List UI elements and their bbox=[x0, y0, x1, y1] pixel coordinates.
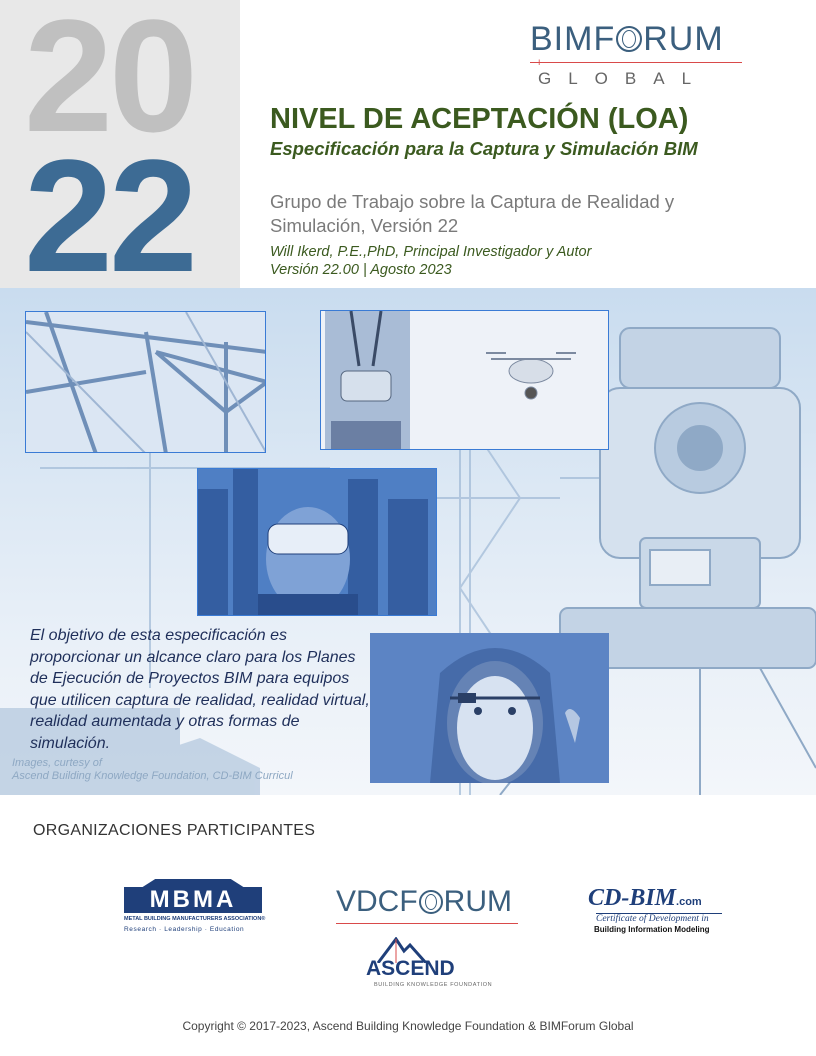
vdcforum-divider bbox=[336, 923, 518, 924]
bimforum-tagline: GLOBAL bbox=[538, 69, 709, 88]
mbma-wordmark: MBMA bbox=[124, 887, 262, 913]
vdcforum-wordmark bbox=[336, 885, 521, 919]
logo-divider bbox=[530, 62, 742, 63]
author-line: Will Ikerd, P.E.,PhD, Principal Investigador y Autor bbox=[270, 244, 592, 260]
version-line: Versión 22.00 | Agosto 2023 bbox=[270, 262, 452, 278]
hero-collage bbox=[0, 288, 816, 795]
document-subtitle: Especificación para la Captura y Simulación BIM bbox=[270, 138, 698, 159]
mbma-logo bbox=[124, 879, 266, 941]
vr-headset-photo bbox=[197, 468, 437, 616]
mbma-tagline: Research · Leadership · Education bbox=[124, 926, 245, 933]
vdcforum-text-b: RUM bbox=[443, 885, 512, 918]
year-block bbox=[0, 0, 240, 288]
year-top: 20 bbox=[24, 0, 194, 165]
image-credit bbox=[12, 757, 293, 783]
ar-glasses-photo bbox=[370, 633, 609, 783]
cd-bim-line-1: Certificate of Development in bbox=[596, 914, 709, 924]
cd-bim-suffix: .com bbox=[676, 896, 702, 908]
image-credit-line-2: Ascend Building Knowledge Foundation, CD-BIM Curricul bbox=[12, 770, 293, 782]
steel-structure-photo bbox=[25, 311, 266, 453]
globe-icon bbox=[616, 26, 642, 52]
bimforum-wordmark bbox=[530, 22, 742, 56]
cd-bim-text: CD-BIM bbox=[588, 885, 677, 911]
vdcforum-logo bbox=[336, 885, 521, 931]
cd-bim-line-2: Building Information Modeling bbox=[594, 925, 710, 934]
objective-statement: El objetivo de esta especificación es proporcionar un alcance claro para los Planes de Ejecución de Proyectos BIM para equipos que utilicen captura de realidad, realidad virtual, realidad aumentada y otras formas de simulación. bbox=[30, 627, 370, 752]
copyright-notice: Copyright © 2017-2023, Ascend Building Knowledge Foundation & BIMForum Global bbox=[182, 1019, 634, 1033]
drone-photo bbox=[320, 310, 609, 450]
cd-bim-logo bbox=[588, 885, 728, 935]
document-title: NIVEL DE ACEPTACIÓN (LOA) bbox=[270, 103, 689, 135]
ascend-subtitle: BUILDING KNOWLEDGE FOUNDATION bbox=[374, 982, 493, 988]
year-bottom: 22 bbox=[24, 126, 194, 288]
cd-bim-wordmark bbox=[588, 885, 728, 915]
vdcforum-text-a: VDCF bbox=[336, 885, 418, 918]
bimforum-global-logo bbox=[530, 22, 742, 92]
image-credit-line-1: Images, curtesy of bbox=[12, 757, 102, 769]
ascend-logo bbox=[366, 937, 493, 993]
bimforum-text-b: RUM bbox=[643, 20, 724, 58]
ascend-wordmark: ASCEND bbox=[366, 957, 455, 980]
bimforum-text-a: BIMF bbox=[530, 20, 616, 58]
crosshair-icon: + bbox=[536, 57, 543, 69]
working-group-text: Grupo de Trabajo sobre la Captura de Realidad y Simulación, Versión 22 bbox=[270, 191, 675, 236]
mbma-full-name: METAL BUILDING MANUFACTURERS ASSOCIATION® bbox=[124, 916, 266, 922]
globe-icon bbox=[419, 890, 443, 914]
participating-orgs-heading: ORGANIZACIONES PARTICIPANTES bbox=[33, 822, 316, 839]
